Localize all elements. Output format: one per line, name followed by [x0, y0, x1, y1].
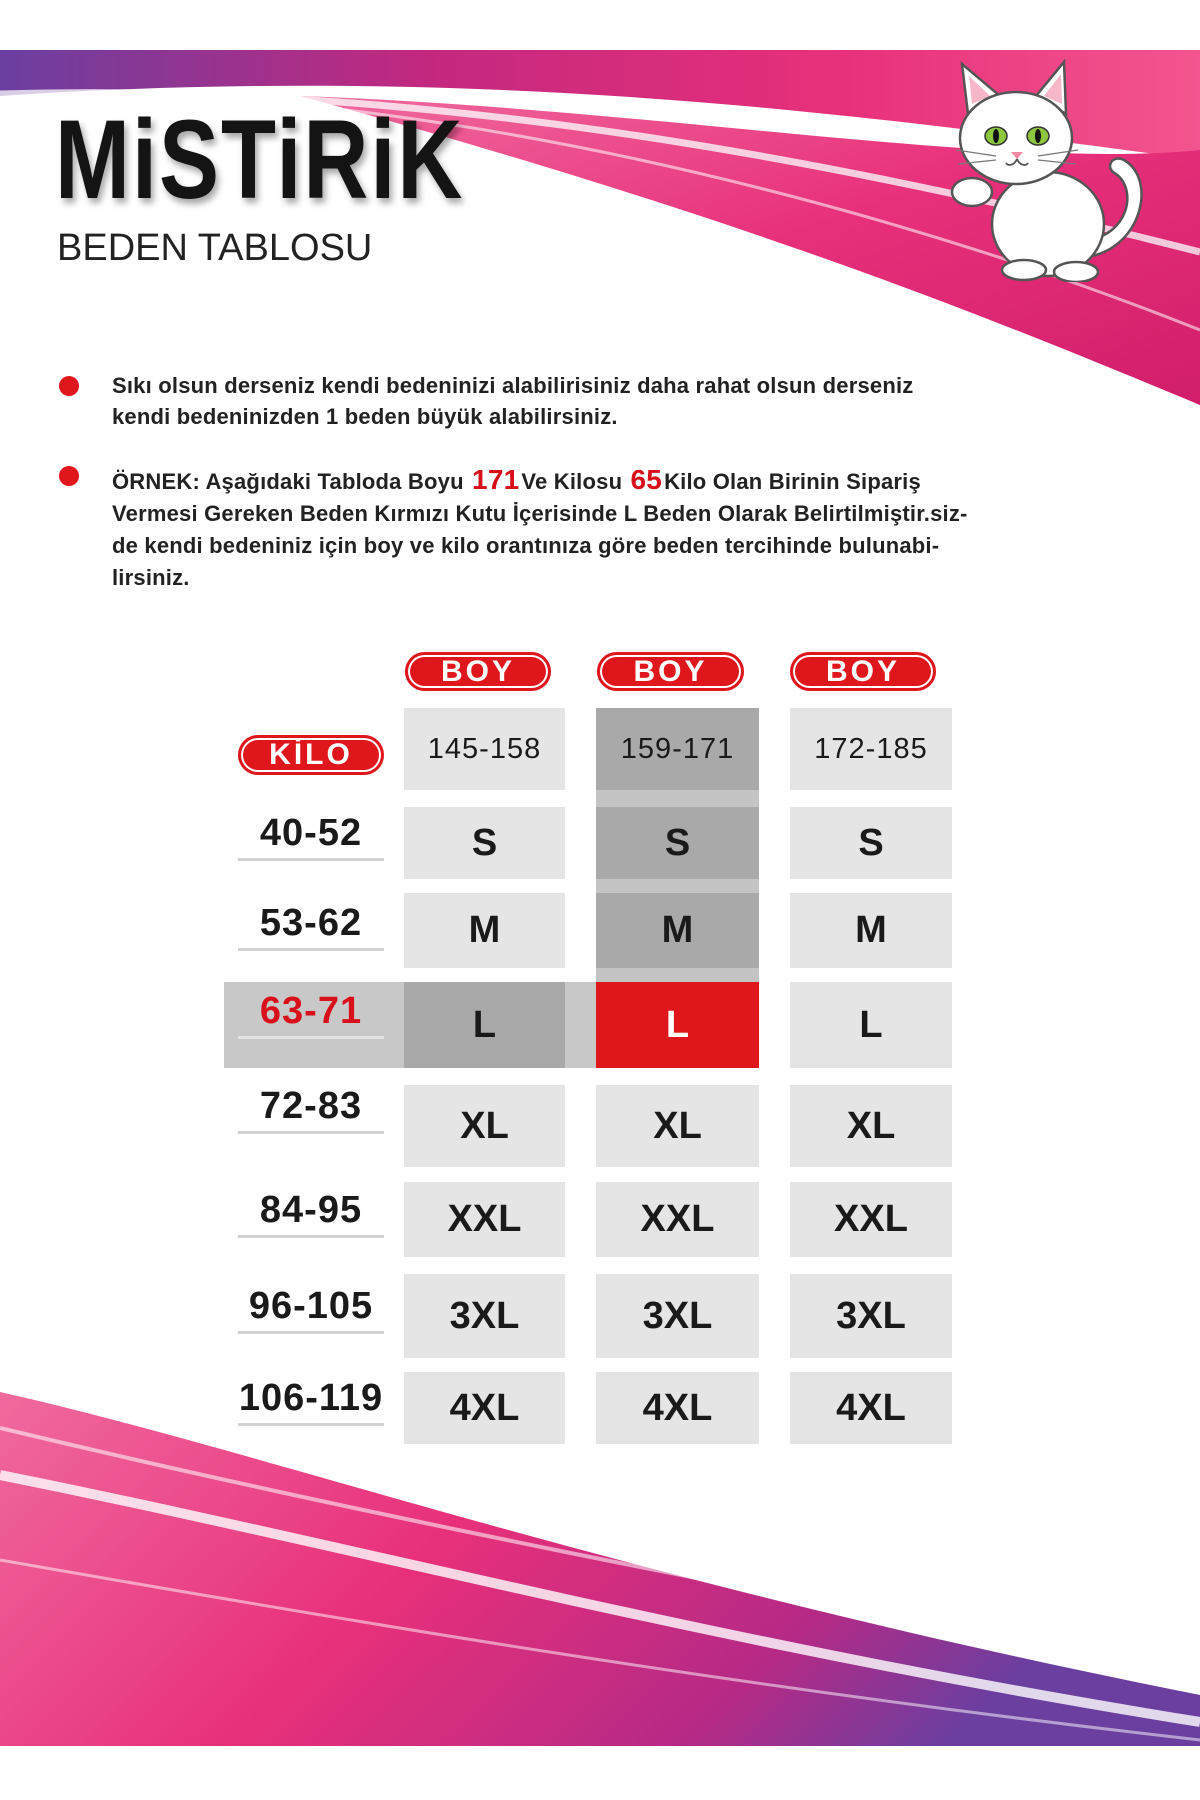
- boy-header-pill: BOY: [597, 652, 744, 691]
- size-cell: 3XL: [790, 1274, 952, 1358]
- size-cell: 3XL: [596, 1274, 759, 1358]
- size-cell: 3XL: [404, 1274, 565, 1358]
- size-cell: 4XL: [790, 1372, 952, 1444]
- size-cell: L: [596, 982, 759, 1068]
- note-line: Sıkı olsun derseniz kendi bedeninizi alabilirisiniz daha rahat olsun derseniz: [112, 373, 914, 398]
- weight-range-label: 84-95: [238, 1185, 384, 1238]
- weight-range-label: 96-105: [238, 1281, 384, 1334]
- size-cell: 4XL: [596, 1372, 759, 1444]
- brand-title: MiSTiRiK: [55, 97, 465, 223]
- size-cell: S: [790, 807, 952, 879]
- size-cell: S: [404, 807, 565, 879]
- height-range-cell: 172-185: [790, 708, 952, 790]
- kilo-header-pill: KİLO: [238, 735, 384, 775]
- weight-range-label: 40-52: [238, 808, 384, 861]
- size-cell: M: [596, 893, 759, 968]
- weight-range-label: 106-119: [238, 1373, 384, 1426]
- weight-range-label: 63-71: [238, 986, 384, 1039]
- cat-mascot-icon: [936, 52, 1148, 282]
- size-cell: 4XL: [404, 1372, 565, 1444]
- chart-subtitle: BEDEN TABLOSU: [57, 227, 373, 269]
- weight-range-label: 72-83: [238, 1081, 384, 1134]
- weight-range-label: 53-62: [238, 898, 384, 951]
- note-text: Ve Kilosu: [521, 469, 623, 494]
- note-line: Vermesi Gereken Beden Kırmızı Kutu İçerisinde L Beden Olarak Belirtilmiştir.siz-: [112, 501, 968, 526]
- height-range-cell: 159-171: [596, 708, 759, 790]
- note-line: de kendi bedeniniz için boy ve kilo orantınıza göre beden tercihinde bulunabi-: [112, 533, 940, 558]
- note-text: ÖRNEK: Aşağıdaki Tabloda Boyu: [112, 469, 464, 494]
- size-cell: XXL: [790, 1182, 952, 1257]
- bullet-dot-icon: [59, 466, 79, 486]
- boy-header-pill: BOY: [405, 652, 551, 691]
- size-cell: XL: [790, 1085, 952, 1167]
- size-cell: L: [790, 982, 952, 1068]
- boy-header-pill: BOY: [790, 652, 936, 691]
- note-example: [112, 464, 968, 594]
- height-range-cell: 145-158: [404, 708, 565, 790]
- size-cell: M: [790, 893, 952, 968]
- size-cell: XXL: [596, 1182, 759, 1257]
- size-cell: L: [404, 982, 565, 1068]
- size-cell: XXL: [404, 1182, 565, 1257]
- size-cell: XL: [596, 1085, 759, 1167]
- size-cell: XL: [404, 1085, 565, 1167]
- size-cell: M: [404, 893, 565, 968]
- note-line: kendi bedeninizden 1 beden büyük alabilirsiniz.: [112, 404, 618, 429]
- size-cell: S: [596, 807, 759, 879]
- bullet-dot-icon: [59, 376, 79, 396]
- note-text: Kilo Olan Birinin Sipariş: [664, 469, 921, 494]
- note-line: lirsiniz.: [112, 565, 190, 590]
- example-height-value: 171: [472, 464, 520, 495]
- example-weight-value: 65: [630, 464, 663, 495]
- note-line: [112, 464, 968, 498]
- note-fit-advice: [112, 370, 913, 432]
